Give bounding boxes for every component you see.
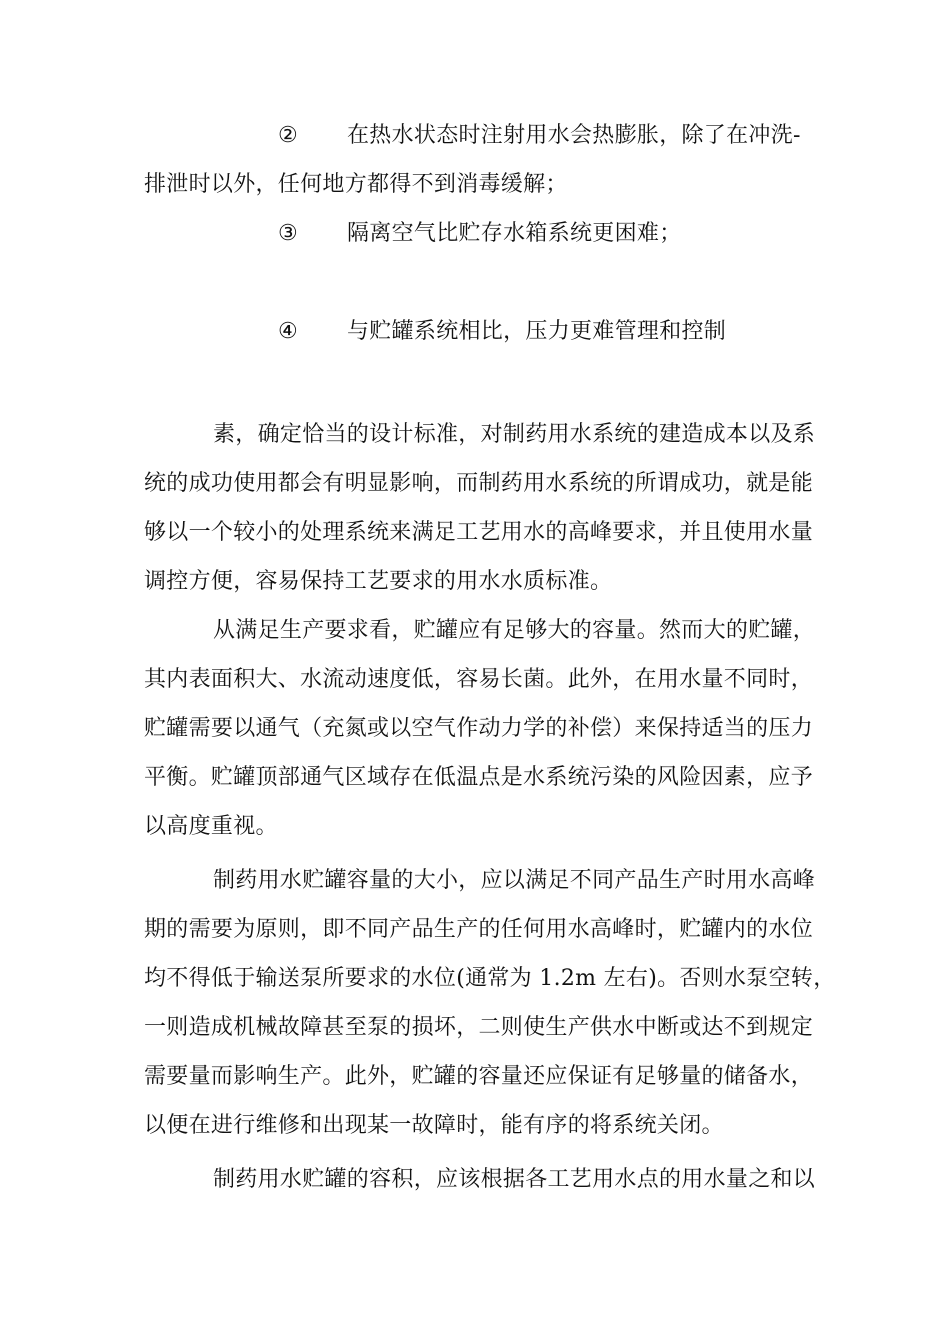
paragraph-1-line-2: 统的成功使用都会有明显影响，而制药用水系统的所谓成功，就是能 <box>144 471 814 496</box>
paragraph-1-line-3: 够以一个较小的处理系统来满足工艺用水的高峰要求，并且使用水量 <box>144 520 814 545</box>
paragraph-3-line-1: 制药用水贮罐容量的大小，应以满足不同产品生产时用水高峰 <box>213 868 816 893</box>
paragraph-2-line-4: 平衡。贮罐顶部通气区域存在低温点是水系统污染的风险因素，应予 <box>144 765 814 790</box>
paragraph-3-line-6: 以便在进行维修和出现某一故障时，能有序的将系统关闭。 <box>144 1113 724 1138</box>
list-item-4-line-1: 与贮罐系统相比，压力更难管理和控制 <box>347 319 727 344</box>
paragraph-3-line-5: 需要量而影响生产。此外，贮罐的容量还应保证有足够量的储备水， <box>144 1064 814 1089</box>
list-item-2-line-1: 在热水状态时注射用水会热膨胀，除了在冲洗- <box>347 123 801 148</box>
list-item-2-line-2: 排泄时以外，任何地方都得不到消毒缓解； <box>144 172 568 197</box>
paragraph-2-line-1: 从满足生产要求看，贮罐应有足够大的容量。然而大的贮罐， <box>213 618 816 643</box>
list-item-3-line-1: 隔离空气比贮存水箱系统更困难； <box>347 221 682 246</box>
paragraph-2-line-5: 以高度重视。 <box>144 814 278 839</box>
paragraph-2-line-3: 贮罐需要以通气（充氮或以空气作动力学的补偿）来保持适当的压力 <box>144 716 814 741</box>
paragraph-3-line-2: 期的需要为原则，即不同产品生产的任何用水高峰时，贮罐内的水位 <box>144 917 814 942</box>
paragraph-4-line-1: 制药用水贮罐的容积，应该根据各工艺用水点的用水量之和以 <box>213 1167 816 1192</box>
list-marker-3: ③ <box>278 221 298 246</box>
paragraph-2-line-2: 其内表面积大、水流动速度低，容易长菌。此外，在用水量不同时， <box>144 667 814 692</box>
list-marker-4: ④ <box>278 319 298 344</box>
list-marker-2: ② <box>278 123 298 148</box>
paragraph-3-line-3: 均不得低于输送泵所要求的水位(通常为 1.2m 左右)。否则水泵空转， <box>144 966 836 991</box>
paragraph-1-line-4: 调控方便，容易保持工艺要求的用水水质标准。 <box>144 569 613 594</box>
paragraph-1-line-1: 素，确定恰当的设计标准，对制药用水系统的建造成本以及系 <box>213 422 816 447</box>
paragraph-3-line-4: 一则造成机械故障甚至泵的损坏，二则使生产供水中断或达不到规定 <box>144 1015 814 1040</box>
